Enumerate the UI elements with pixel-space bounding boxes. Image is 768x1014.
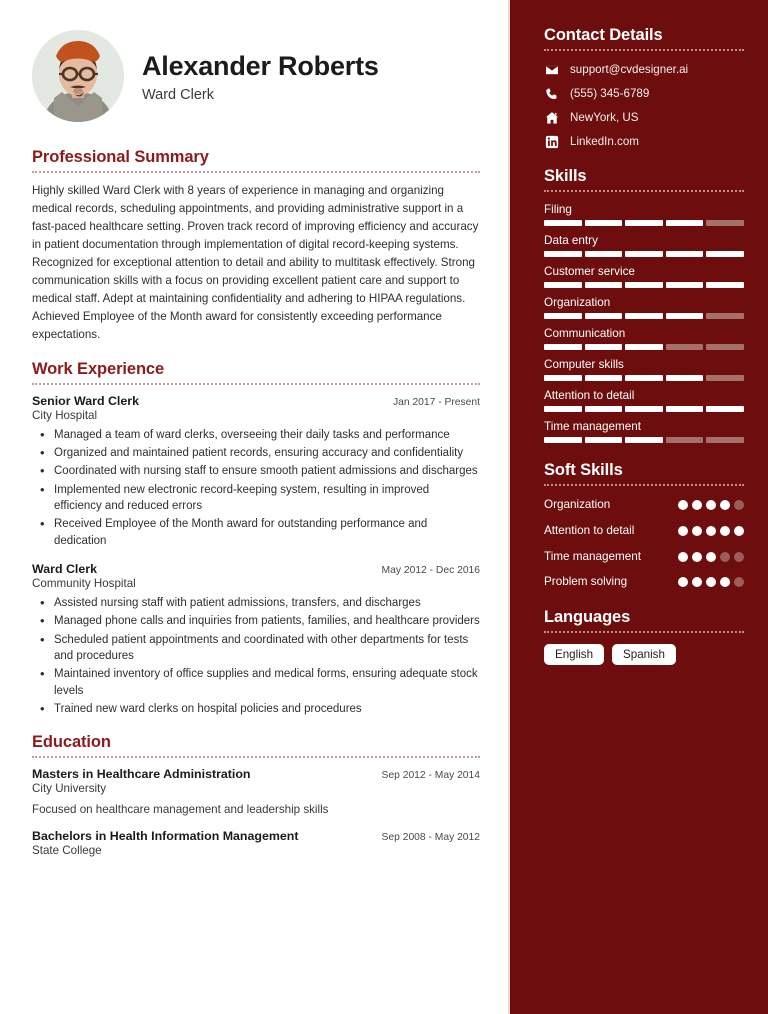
- skill-label: Organization: [544, 296, 611, 309]
- home-icon: [544, 110, 559, 125]
- rating-dot: [692, 526, 702, 536]
- linkedin-icon: [544, 134, 559, 149]
- rating-dot: [678, 500, 688, 510]
- work-job-title: Senior Ward Clerk: [32, 393, 139, 408]
- rating-dot: [678, 552, 688, 562]
- work-job-title: Ward Clerk: [32, 562, 97, 577]
- rating-dot: [706, 500, 716, 510]
- soft-skill-label: Time management: [544, 549, 642, 563]
- contact-item-phone[interactable]: [544, 86, 744, 101]
- list-item: • Implemented new electronic record-keeping system, resulting in improved efficiency and reduced errors: [32, 482, 480, 515]
- rating-dot: [734, 552, 744, 562]
- skill-level-bar: [544, 406, 744, 412]
- skill-bar-segment: [625, 406, 663, 412]
- sidebar-divider: [544, 190, 744, 192]
- skill-bar-segment: [544, 406, 582, 412]
- education-date-range: Sep 2012 - May 2014: [381, 770, 480, 782]
- section-divider: [32, 756, 480, 758]
- rating-dot: [692, 500, 702, 510]
- sidebar-section-contact: [544, 26, 744, 149]
- work-entry: [32, 394, 480, 549]
- skill-label: Time management: [544, 420, 642, 433]
- skill-label: Attention to detail: [544, 389, 635, 402]
- page-title: Alexander Roberts: [142, 51, 379, 82]
- sidebar-heading: Soft Skills: [544, 461, 623, 479]
- work-date-range: Jan 2017 - Present: [392, 396, 480, 408]
- contact-item-linkedin[interactable]: [544, 134, 744, 149]
- work-entry-head: [32, 394, 480, 408]
- list-item: • Scheduled patient appointments and coordinated with other departments for tests and procedures: [32, 632, 480, 665]
- contact-email-value: support@cvdesigner.ai: [570, 63, 689, 76]
- work-bullet-list: [32, 427, 480, 549]
- education-school: City University: [32, 782, 107, 796]
- sidebar: [508, 0, 768, 1014]
- rating-dot: [678, 577, 688, 587]
- skill-item: [544, 296, 744, 319]
- sidebar-divider: [544, 484, 744, 486]
- soft-skill-item: [544, 497, 744, 513]
- skill-bar-segment: [706, 282, 744, 288]
- list-item: • Received Employee of the Month award for outstanding performance and dedication: [32, 516, 480, 549]
- rating-dot: [734, 526, 744, 536]
- contact-linkedin-value: LinkedIn.com: [570, 135, 639, 148]
- rating-dot: [706, 552, 716, 562]
- resume-header: [32, 30, 480, 122]
- skill-bar-segment: [585, 344, 623, 350]
- skill-item: [544, 358, 744, 381]
- skill-label: Communication: [544, 327, 626, 340]
- rating-dot: [720, 500, 730, 510]
- skill-bar-segment: [544, 251, 582, 257]
- list-item: • Assisted nursing staff with patient admissions, transfers, and discharges: [32, 595, 480, 611]
- rating-dot: [692, 552, 702, 562]
- profile-photo-icon: [32, 30, 124, 122]
- section-divider: [32, 171, 480, 173]
- section-work-experience: [32, 360, 480, 718]
- soft-skill-label: Problem solving: [544, 575, 628, 589]
- envelope-icon: [544, 62, 559, 77]
- rating-dot: [734, 577, 744, 587]
- soft-skill-rating-dots: [678, 497, 744, 510]
- skill-label: Filing: [544, 203, 572, 216]
- language-badge: English: [544, 644, 604, 665]
- skill-bar-segment: [625, 437, 663, 443]
- skill-bar-segment: [585, 251, 623, 257]
- soft-skill-item: [544, 549, 744, 565]
- rating-dot: [706, 577, 716, 587]
- list-item: • Trained new ward clerks on hospital policies and procedures: [32, 701, 480, 717]
- skill-bar-segment: [585, 375, 623, 381]
- rating-dot: [706, 526, 716, 536]
- job-role: Ward Clerk: [142, 86, 214, 103]
- section-divider: [32, 383, 480, 385]
- education-degree: Bachelors in Health Information Management: [32, 829, 299, 844]
- rating-dot: [734, 500, 744, 510]
- skill-bar-segment: [706, 406, 744, 412]
- skill-bar-segment: [544, 220, 582, 226]
- skill-level-bar: [544, 220, 744, 226]
- rating-dot: [720, 552, 730, 562]
- skill-bar-segment: [625, 220, 663, 226]
- skill-item: [544, 234, 744, 257]
- skill-bar-segment: [706, 375, 744, 381]
- work-bullet-list: [32, 595, 480, 717]
- skill-item: [544, 203, 744, 226]
- rating-dot: [720, 577, 730, 587]
- soft-skill-label: Organization: [544, 498, 611, 511]
- skill-level-bar: [544, 344, 744, 350]
- sidebar-heading: Skills: [544, 167, 587, 185]
- skill-level-bar: [544, 282, 744, 288]
- sidebar-heading: Languages: [544, 608, 631, 627]
- contact-item-location[interactable]: [544, 110, 744, 125]
- identity-block: [142, 49, 379, 102]
- skill-item: [544, 327, 744, 350]
- skill-bar-segment: [706, 220, 744, 226]
- skill-bar-segment: [706, 437, 744, 443]
- skills-list: [544, 203, 744, 443]
- list-item: • Organized and maintained patient records, ensuring accuracy and confidentiality: [32, 445, 480, 461]
- rating-dot: [720, 526, 730, 536]
- education-entry: [32, 829, 480, 857]
- section-professional-summary: [32, 148, 480, 344]
- sidebar-divider: [544, 631, 744, 633]
- skill-bar-segment: [706, 251, 744, 257]
- skill-bar-segment: [585, 406, 623, 412]
- skill-bar-segment: [585, 437, 623, 443]
- education-degree: Masters in Healthcare Administration: [32, 767, 251, 782]
- sidebar-heading: Contact Details: [544, 26, 663, 44]
- list-item: • Coordinated with nursing staff to ensure smooth patient admissions and discharges: [32, 463, 480, 479]
- soft-skill-rating-dots: [678, 574, 744, 587]
- skill-bar-segment: [544, 313, 582, 319]
- skill-bar-segment: [625, 313, 663, 319]
- avatar: [32, 30, 124, 122]
- skill-bar-segment: [706, 313, 744, 319]
- skill-bar-segment: [585, 313, 623, 319]
- skill-bar-segment: [544, 375, 582, 381]
- skill-label: Computer skills: [544, 358, 624, 371]
- skill-bar-segment: [666, 375, 704, 381]
- skill-item: [544, 389, 744, 412]
- skill-bar-segment: [625, 251, 663, 257]
- skill-bar-segment: [666, 251, 704, 257]
- skill-bar-segment: [666, 313, 704, 319]
- section-education: [32, 733, 480, 857]
- sidebar-divider: [544, 49, 744, 51]
- education-school: State College: [32, 844, 102, 858]
- education-entry-head: [32, 767, 480, 781]
- section-heading: Work Experience: [32, 359, 165, 378]
- work-organization: Community Hospital: [32, 577, 136, 591]
- soft-skill-label: Attention to detail: [544, 523, 635, 537]
- skill-label: Data entry: [544, 234, 598, 247]
- skill-level-bar: [544, 251, 744, 257]
- skill-bar-segment: [625, 282, 663, 288]
- skill-bar-segment: [666, 282, 704, 288]
- skill-bar-segment: [666, 437, 704, 443]
- education-date-range: Sep 2008 - May 2012: [381, 832, 480, 844]
- skill-bar-segment: [706, 344, 744, 350]
- skill-bar-segment: [544, 344, 582, 350]
- skill-item: [544, 265, 744, 288]
- sidebar-section-soft-skills: [544, 461, 744, 590]
- soft-skill-rating-dots: [678, 523, 744, 536]
- language-badge: Spanish: [612, 644, 676, 665]
- skill-bar-segment: [585, 282, 623, 288]
- contact-phone-value: (555) 345-6789: [570, 87, 650, 100]
- skill-bar-segment: [625, 344, 663, 350]
- skill-bar-segment: [666, 406, 704, 412]
- soft-skills-list: [544, 497, 744, 590]
- rating-dot: [692, 577, 702, 587]
- work-date-range: May 2012 - Dec 2016: [381, 565, 480, 577]
- section-heading: Professional Summary: [32, 148, 209, 166]
- languages-list: [544, 644, 744, 665]
- section-heading: Education: [32, 733, 111, 752]
- work-entry-head: [32, 562, 480, 576]
- skill-bar-segment: [544, 437, 582, 443]
- skill-bar-segment: [625, 375, 663, 381]
- education-entry-head: [32, 829, 480, 843]
- contact-item-email[interactable]: [544, 62, 744, 77]
- skill-level-bar: [544, 437, 744, 443]
- skill-level-bar: [544, 375, 744, 381]
- phone-icon: [544, 86, 559, 101]
- skill-bar-segment: [544, 282, 582, 288]
- education-entry: [32, 767, 480, 816]
- skill-bar-segment: [585, 220, 623, 226]
- list-item: • Managed phone calls and inquiries from patients, families, and healthcare providers: [32, 613, 480, 629]
- skill-level-bar: [544, 313, 744, 319]
- soft-skill-rating-dots: [678, 549, 744, 562]
- list-item: • Managed a team of ward clerks, overseeing their daily tasks and performance: [32, 427, 480, 443]
- soft-skill-item: [544, 523, 744, 539]
- soft-skill-item: [544, 574, 744, 590]
- work-entry: [32, 562, 480, 717]
- skill-item: [544, 420, 744, 443]
- sidebar-section-languages: [544, 608, 744, 665]
- contact-location-value: NewYork, US: [570, 111, 639, 124]
- rating-dot: [678, 526, 688, 536]
- skill-bar-segment: [666, 344, 704, 350]
- summary-text: Highly skilled Ward Clerk with 8 years of experience in managing and organizing medical records, scheduling appointments, and providing administrative support in a fast-paced healthcare setting. Proven track record of improving efficiency and accuracy in patient documentation through implementation of digital record-keeping systems. Recognized for exceptional attention to detail and ability to multitask effectively. Strong communication skills with a focus on providing excellent patient care and support to medical staff. Adept at maintaining confidentiality and adhering to HIPAA regulations. Achieved Employee of the Month award for consistently exceeding performance expectations.: [32, 184, 479, 341]
- education-note: Focused on healthcare management and leadership skills: [32, 803, 329, 817]
- work-organization: City Hospital: [32, 408, 98, 422]
- skill-label: Customer service: [544, 265, 635, 278]
- sidebar-section-skills: [544, 167, 744, 443]
- list-item: • Maintained inventory of office supplies and medical forms, ensuring adequate stock levels: [32, 666, 480, 699]
- skill-bar-segment: [666, 220, 704, 226]
